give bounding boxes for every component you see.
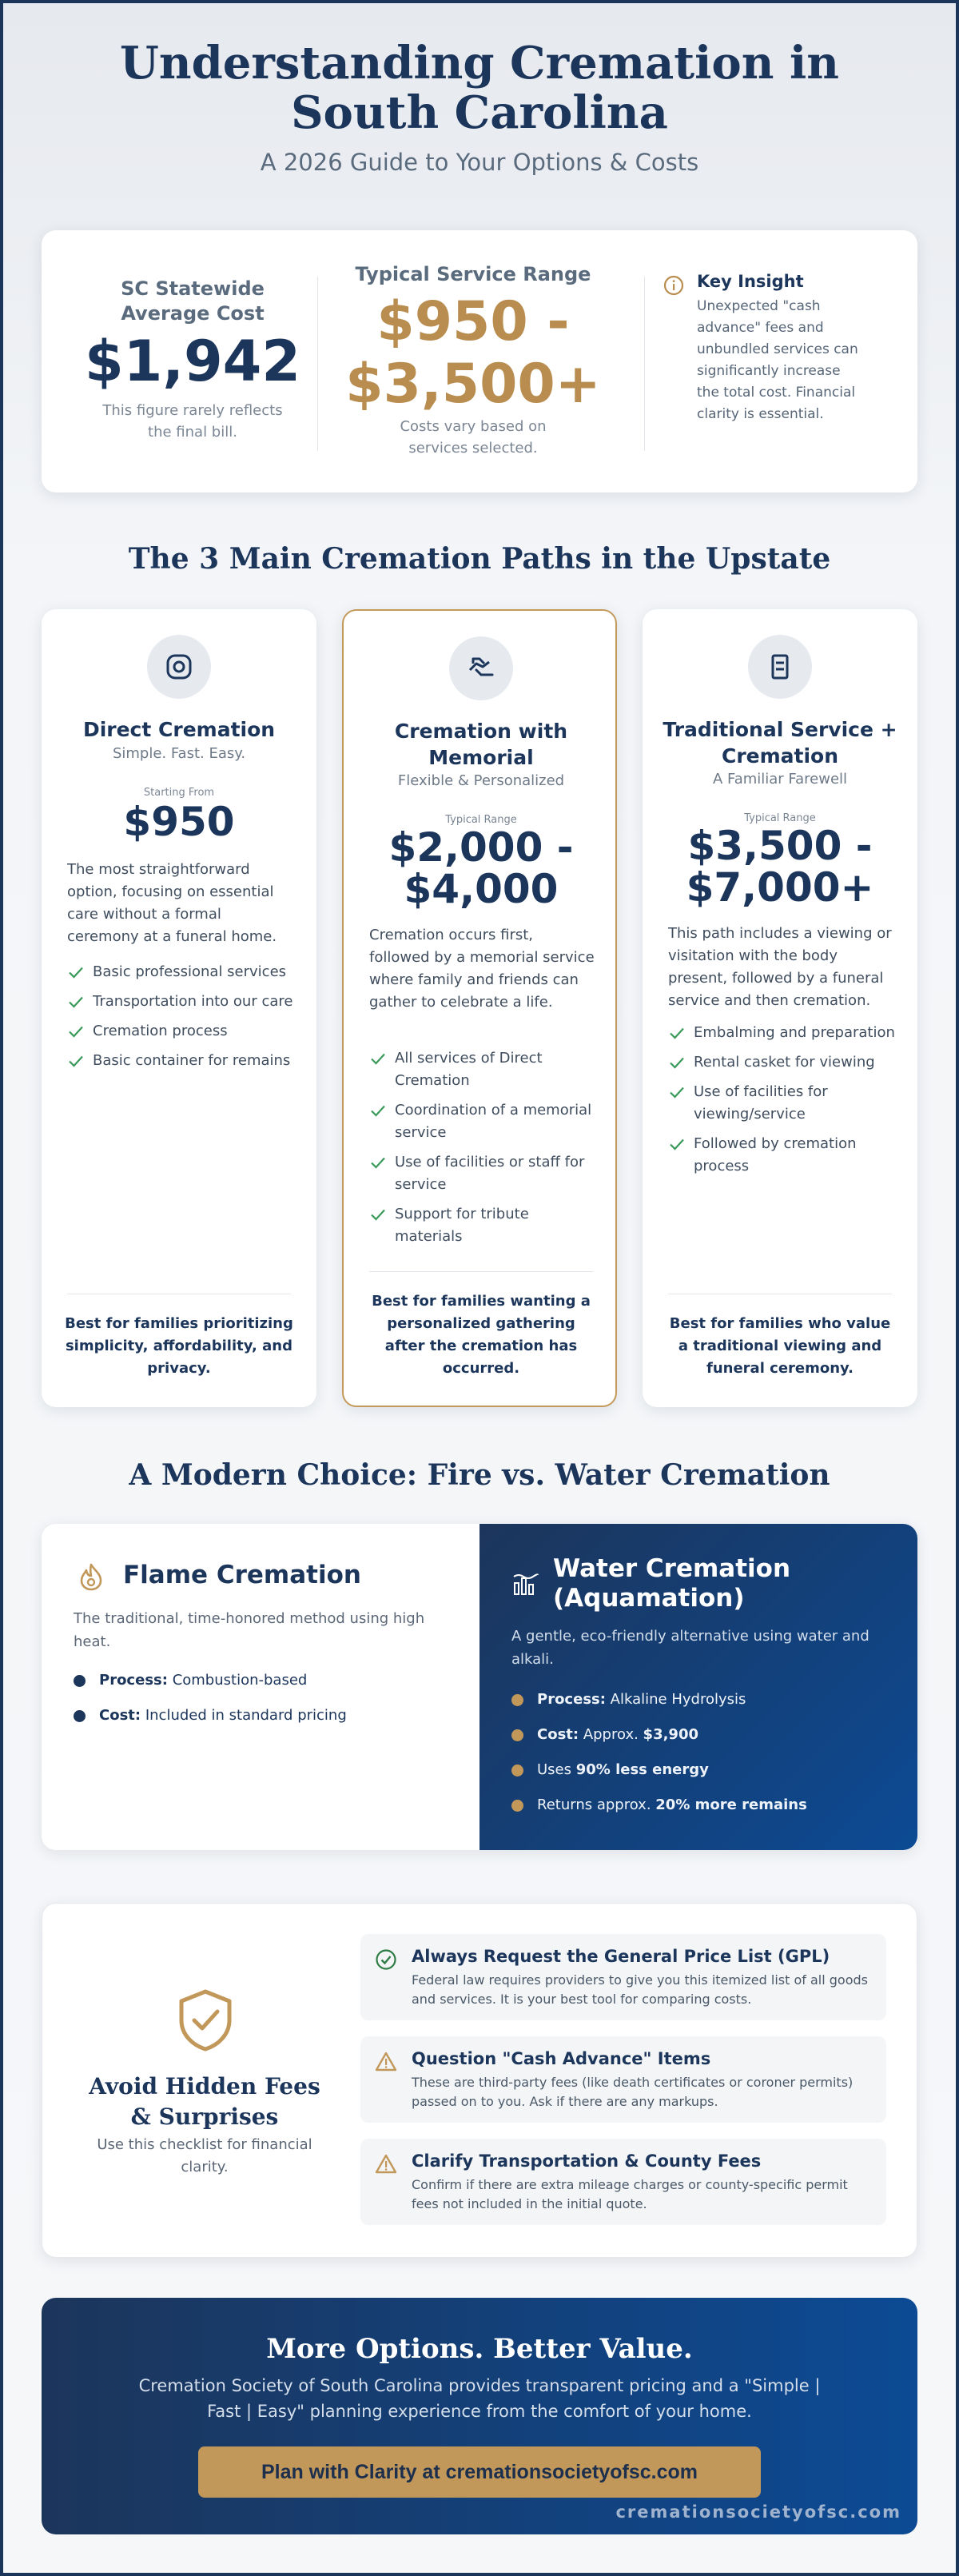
page-title: Understanding Cremation in South Carolina — [120, 37, 839, 139]
list-item: Process: Combustion-based — [74, 1671, 307, 1690]
list-item: Uses 90% less energy — [511, 1761, 709, 1780]
path-price: $3,500 - $7,000+ — [686, 823, 874, 911]
best-for-text: Best for families wanting a personalized gathering after the cremation has occurred. — [372, 1293, 591, 1377]
check-icon — [67, 963, 85, 981]
hidden-fees-card — [42, 1903, 917, 2258]
path-title: Direct Cremation — [82, 718, 276, 741]
list-item: All services of Direct Cremation — [369, 1047, 598, 1092]
check-icon — [67, 1052, 85, 1070]
price-label: Typical Range — [445, 814, 517, 826]
path-price: $2,000 - $4,000 — [388, 824, 574, 912]
list-item: Cremation process — [67, 1020, 296, 1043]
service-range-label: Typical Service Range — [355, 263, 591, 285]
warning-icon — [375, 2153, 397, 2175]
water-title: Water Cremation (Aquamation) — [553, 1554, 791, 1613]
path-card-memorial — [342, 609, 617, 1407]
path-title: Cremation with Memorial — [394, 720, 568, 769]
feature-list — [67, 961, 296, 1079]
compare-card — [42, 1524, 917, 1850]
checklist-title: Question "Cash Advance" Items — [412, 2049, 711, 2068]
service-range-value: $950 - $3,500+ — [345, 290, 601, 416]
check-circle-icon — [375, 1948, 397, 1971]
checklist-title: Clarify Transportation & County Fees — [412, 2151, 762, 2171]
bullet-dot — [511, 1729, 523, 1741]
list-item: Basic professional services — [67, 961, 296, 983]
paths-section-title: The 3 Main Cremation Paths in the Upstate — [128, 542, 831, 576]
flame-title: Flame Cremation — [123, 1561, 361, 1589]
list-item: Transportation into our care — [67, 991, 296, 1013]
checklist-item — [360, 2036, 886, 2123]
key-insight-body: Unexpected "cash advance" fees and unbundled services can significantly increase the total cost. Financial clarity is essential. — [697, 298, 858, 422]
list-item: Coordination of a memorial service — [369, 1099, 598, 1144]
path-description: This path includes a viewing or visitation with the body present, followed by a funeral service and then cremation. — [668, 925, 892, 1009]
hands-icon — [449, 636, 513, 700]
list-item: Rental casket for viewing — [668, 1051, 897, 1074]
cta-body: Cremation Society of South Carolina provides transparent pricing and a "Simple | Fast | Easy" planning experience from the comfort of your home. — [138, 2376, 821, 2421]
check-icon — [668, 1135, 686, 1153]
price-label: Typical Range — [744, 812, 816, 824]
check-icon — [67, 993, 85, 1011]
stats-divider — [644, 277, 645, 451]
list-item: Cost: Approx. $3,900 — [511, 1725, 698, 1745]
checklist-title: Always Request the General Price List (GPL) — [412, 1947, 830, 1966]
feature-list — [668, 1022, 897, 1185]
flame-description: The traditional, time-honored method using high heat. — [74, 1610, 425, 1650]
check-icon — [369, 1206, 387, 1223]
path-subtitle: Simple. Fast. Easy. — [112, 745, 246, 762]
feature-list — [369, 1047, 598, 1255]
fees-subtitle: Use this checklist for financial clarity. — [97, 2136, 312, 2175]
warning-icon — [375, 2051, 397, 2073]
cta-url[interactable]: cremationsocietyofsc.com — [615, 2502, 901, 2522]
service-range-note: Costs vary based on services selected. — [400, 418, 547, 457]
page-subtitle: A 2026 Guide to Your Options & Costs — [260, 149, 699, 176]
water-icon — [511, 1569, 540, 1597]
key-insight-title: Key Insight — [697, 272, 804, 291]
target-icon — [147, 635, 211, 699]
list-item: Cost: Included in standard pricing — [74, 1706, 347, 1725]
best-for-text: Best for families prioritizing simplicity, affordability, and privacy. — [65, 1315, 293, 1377]
shield-check-icon — [173, 1987, 237, 2054]
path-card-traditional — [643, 609, 917, 1407]
plan-with-clarity-button[interactable]: Plan with Clarity at cremationsocietyofsc.com — [198, 2446, 761, 2498]
average-cost-label: SC Statewide Average Cost — [121, 277, 265, 325]
stats-card — [42, 230, 917, 492]
list-item: Basic container for remains — [67, 1050, 296, 1072]
path-subtitle: Flexible & Personalized — [397, 772, 565, 789]
list-item: Embalming and preparation — [668, 1022, 897, 1044]
bullet-dot — [511, 1765, 523, 1776]
list-item: Support for tribute materials — [369, 1203, 598, 1248]
water-cremation-panel — [480, 1524, 917, 1850]
service-range-stat — [337, 230, 609, 492]
bullet-dot — [511, 1694, 523, 1706]
average-cost-value: $1,942 — [84, 329, 301, 394]
path-card-direct — [42, 609, 316, 1407]
water-description: A gentle, eco-friendly alternative using water and alkali. — [511, 1628, 869, 1668]
average-cost-note: This figure rarely reflects the final bill. — [102, 402, 283, 441]
checklist-body: Confirm if there are extra mileage charges or county-specific permit fees not included in the initial quote. — [412, 2177, 848, 2211]
path-description: Cremation occurs first, followed by a memorial service where family and friends can gather to celebrate a life. — [369, 927, 595, 1011]
flame-cremation-panel — [42, 1524, 480, 1850]
price-label: Starting From — [143, 787, 215, 799]
average-cost-stat — [66, 230, 320, 492]
bullet-dot — [511, 1800, 523, 1812]
path-price: $950 — [123, 799, 235, 845]
list-item: Use of facilities for viewing/service — [668, 1081, 897, 1126]
bullet-dot — [74, 1710, 86, 1722]
check-icon — [668, 1054, 686, 1071]
checklist-body: Federal law requires providers to give you this itemized list of all goods and services. It is your best tool for comparing costs. — [412, 1972, 868, 2007]
checklist-item — [360, 1934, 886, 2020]
list-item: Returns approx. 20% more remains — [511, 1796, 807, 1815]
bullet-dot — [74, 1675, 86, 1687]
fees-title: Avoid Hidden Fees & Surprises — [89, 2073, 320, 2130]
check-icon — [668, 1024, 686, 1042]
check-icon — [67, 1023, 85, 1040]
path-subtitle: A Familiar Farewell — [712, 771, 848, 788]
path-description: The most straightforward option, focusing on essential care without a formal ceremony at a funeral home. — [67, 861, 277, 945]
flame-icon — [75, 1561, 107, 1593]
checklist-item — [360, 2139, 886, 2225]
casket-icon — [748, 635, 812, 699]
path-title: Traditional Service + Cremation — [663, 718, 897, 768]
check-icon — [668, 1083, 686, 1101]
list-item: Followed by cremation process — [668, 1133, 897, 1178]
cta-title: More Options. Better Value. — [266, 2333, 693, 2365]
check-icon — [369, 1102, 387, 1119]
check-icon — [369, 1154, 387, 1171]
cta-banner — [42, 2298, 917, 2534]
info-icon — [663, 275, 684, 296]
compare-section-title: A Modern Choice: Fire vs. Water Cremation — [129, 1458, 830, 1492]
best-for-text: Best for families who value a traditional viewing and funeral ceremony. — [669, 1315, 891, 1377]
check-icon — [369, 1050, 387, 1067]
stats-divider — [317, 277, 318, 451]
list-item: Use of facilities or staff for service — [369, 1151, 598, 1196]
list-item: Process: Alkaline Hydrolysis — [511, 1690, 746, 1709]
card-divider — [369, 1271, 593, 1272]
checklist-body: These are third-party fees (like death certificates or coroner permits) passed on to you. Ask if there are any markups. — [412, 2075, 854, 2109]
